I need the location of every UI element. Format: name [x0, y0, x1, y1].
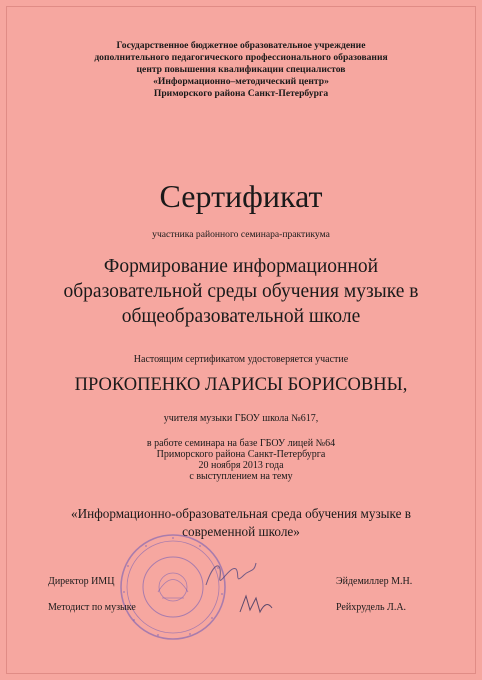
seminar-details — [0, 438, 482, 482]
methodist-name: Рейхрудель Л.А. — [336, 602, 407, 613]
issuer-header — [0, 40, 482, 100]
details-line: Приморского района Санкт-Петербурга — [156, 449, 326, 460]
header-line: «Информационно–методический центр» — [153, 76, 329, 87]
director-label: Директор ИМЦ — [48, 576, 115, 587]
participant-name: ПРОКОПЕНКО ЛАРИСЫ БОРИСОВНЫ, — [74, 375, 408, 395]
director-name: Эйдемиллер М.Н. — [336, 576, 413, 587]
seminar-topic — [20, 254, 462, 329]
participant-position: учителя музыки ГБОУ школа №617, — [163, 413, 319, 424]
details-line: с выступлением на тему — [189, 471, 293, 482]
header-line: Приморского района Санкт-Петербурга — [153, 88, 329, 99]
details-line: в работе семинара на базе ГБОУ лицей №64 — [146, 438, 336, 449]
methodist-label: Методист по музыке — [48, 602, 136, 613]
certificate-subtitle: участника районного семинара-практикума — [152, 229, 330, 240]
header-line: дополнительного педагогического профессионального образования — [94, 52, 388, 63]
header-line: Государственное бюджетное образовательное учреждение — [116, 40, 366, 51]
methodist-signature-icon — [236, 590, 276, 618]
topic-line: общеобразовательной школе — [121, 306, 361, 327]
topic-line: Формирование информационной — [103, 256, 379, 277]
confirmation-text: Настоящим сертификатом удостоверяется участие — [133, 354, 349, 365]
report-line: «Информационно-образовательная среда обучения музыке в — [71, 506, 411, 521]
topic-line: образовательной среды обучения музыке в — [63, 281, 419, 302]
report-line: современной школе» — [182, 524, 300, 539]
director-signature-icon — [200, 555, 260, 595]
header-line: центр повышения квалификации специалистов — [136, 64, 346, 75]
report-title — [30, 505, 452, 541]
certificate-title: Сертификат — [159, 178, 323, 214]
details-line: 20 ноября 2013 года — [198, 460, 284, 471]
